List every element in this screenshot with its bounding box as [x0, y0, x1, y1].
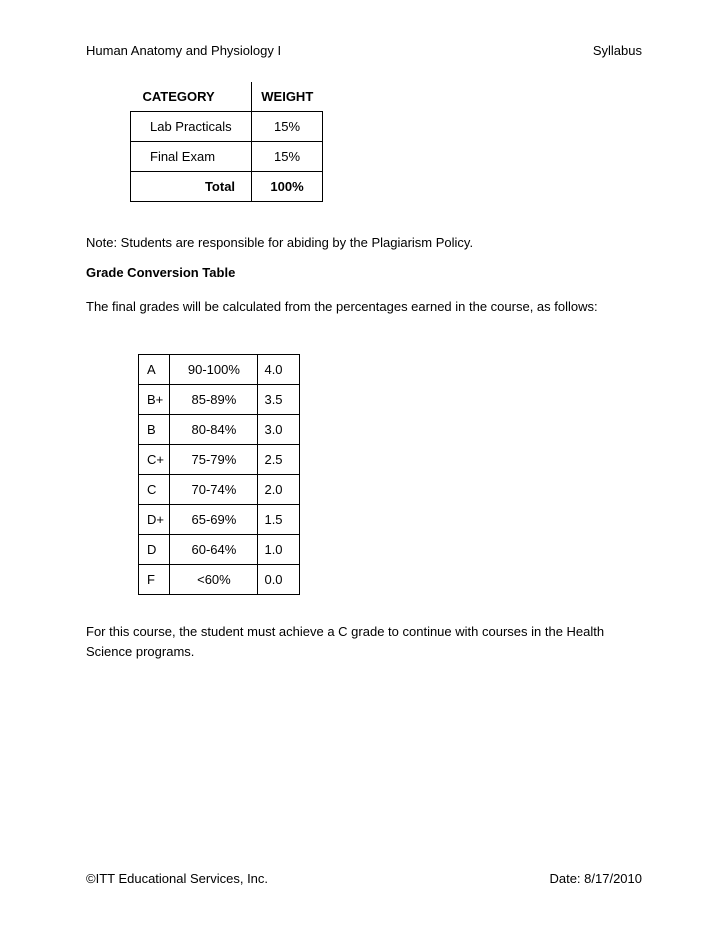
- grade-letter: D: [139, 535, 170, 565]
- weight-header: WEIGHT: [252, 82, 323, 112]
- document-date: Date: 8/17/2010: [549, 871, 642, 886]
- grade-points: 4.0: [258, 355, 300, 385]
- grade-letter: B: [139, 415, 170, 445]
- grade-table-heading: Grade Conversion Table: [86, 265, 236, 280]
- grade-points: 1.5: [258, 505, 300, 535]
- grade-points: 1.0: [258, 535, 300, 565]
- plagiarism-note: Note: Students are responsible for abiding by the Plagiarism Policy.: [86, 235, 474, 250]
- grade-points: 0.0: [258, 565, 300, 595]
- table-row: [131, 142, 323, 172]
- grade-points: 3.0: [258, 415, 300, 445]
- total-row: [131, 172, 323, 202]
- grade-points: 3.5: [258, 385, 300, 415]
- table-row: [131, 112, 323, 142]
- page-header: [86, 43, 642, 58]
- grade-letter: A: [139, 355, 170, 385]
- weight-table-header: [131, 82, 323, 112]
- table-row: [139, 415, 300, 445]
- grade-letter: C: [139, 475, 170, 505]
- table-row: [139, 565, 300, 595]
- table-row: [139, 475, 300, 505]
- total-value: 100%: [252, 172, 323, 202]
- weight-table: [130, 82, 323, 202]
- grade-conversion-table: [138, 354, 300, 595]
- category-cell: Lab Practicals: [131, 112, 252, 142]
- category-header: CATEGORY: [131, 82, 252, 112]
- table-row: [139, 445, 300, 475]
- grade-letter: C+: [139, 445, 170, 475]
- category-cell: Final Exam: [131, 142, 252, 172]
- table-row: [139, 505, 300, 535]
- grade-range: 90-100%: [170, 355, 258, 385]
- grade-range: 65-69%: [170, 505, 258, 535]
- grade-letter: D+: [139, 505, 170, 535]
- grade-intro: The final grades will be calculated from the percentages earned in the course, as follows:: [86, 299, 598, 314]
- closing-paragraph: For this course, the student must achieve a C grade to continue with courses in the Health Science programs.: [86, 624, 605, 659]
- course-title: Human Anatomy and Physiology I: [86, 43, 282, 58]
- table-row: [139, 385, 300, 415]
- doc-type: Syllabus: [592, 43, 642, 58]
- grade-letter: F: [139, 565, 170, 595]
- grade-points: 2.0: [258, 475, 300, 505]
- table-row: [139, 355, 300, 385]
- page-footer: [86, 871, 642, 886]
- grade-range: 60-64%: [170, 535, 258, 565]
- grade-points: 2.5: [258, 445, 300, 475]
- grade-letter: B+: [139, 385, 170, 415]
- copyright: ©ITT Educational Services, Inc.: [86, 871, 269, 886]
- table-row: [139, 535, 300, 565]
- grade-range: 80-84%: [170, 415, 258, 445]
- grade-range: 85-89%: [170, 385, 258, 415]
- grade-range: 70-74%: [170, 475, 258, 505]
- weight-cell: 15%: [252, 112, 323, 142]
- weight-cell: 15%: [252, 142, 323, 172]
- total-label: Total: [131, 172, 252, 202]
- grade-range: <60%: [170, 565, 258, 595]
- grade-range: 75-79%: [170, 445, 258, 475]
